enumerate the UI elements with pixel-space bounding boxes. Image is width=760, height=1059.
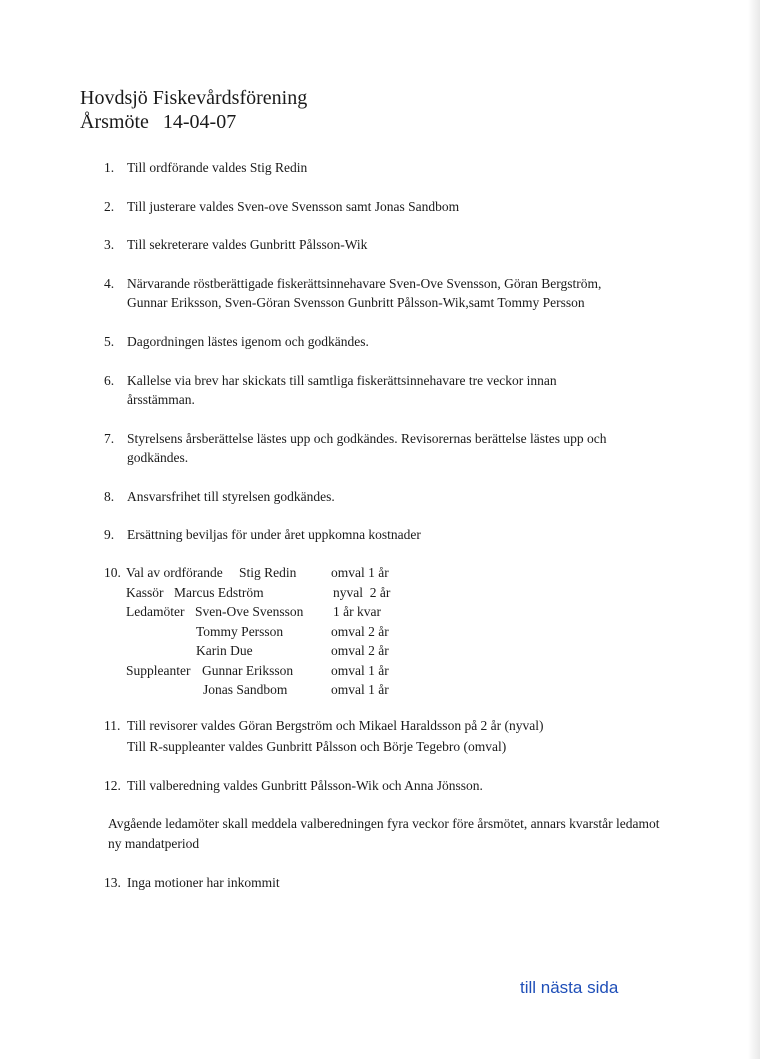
item-text: Dagordningen lästes igenom och godkändes.: [127, 334, 369, 349]
election-name: Tommy Persson: [196, 623, 284, 639]
election-status: omval 1 år: [331, 682, 389, 697]
item-number: 13.: [104, 875, 121, 890]
agenda-item-4-continued: Gunnar Eriksson, Sven-Göran Svensson Gunbritt Pålsson-Wik,samt Tommy Persson: [127, 295, 585, 310]
agenda-item-8: [104, 487, 335, 506]
item-text: Till valberedning valdes Gunbritt Pålsson-Wik och Anna Jönsson.: [127, 778, 483, 793]
agenda-item-5: [104, 332, 369, 351]
agenda-item-11-continued: Till R-suppleanter valdes Gunbritt Pålsson och Börje Tegebro (omval): [127, 739, 507, 754]
election-role: Val av ordförande: [126, 565, 223, 580]
election-status: 1 år kvar: [333, 604, 381, 619]
election-name: Marcus Edström: [174, 584, 264, 600]
item-text: Ansvarsfrihet till styrelsen godkändes.: [127, 489, 335, 504]
item-text: Till sekreterare valdes Gunbritt Pålsson-Wik: [127, 237, 368, 252]
document-header: [80, 86, 307, 134]
item-number: 1.: [104, 160, 115, 175]
election-role: Kassör: [126, 584, 164, 600]
next-page-link[interactable]: till nästa sida: [520, 978, 619, 997]
election-role: Ledamöter: [126, 604, 185, 619]
election-status: omval 2 år: [331, 623, 389, 639]
resignation-note: Avgående ledamöter skall meddela valberedningen fyra veckor före årsmötet, annars kvarstår ledamot ny mandatperiod: [108, 816, 660, 851]
item-number: 3.: [104, 237, 115, 252]
agenda-item-13: [104, 873, 280, 892]
election-name: Jonas Sandbom: [203, 682, 288, 697]
item-number: 2.: [104, 199, 115, 214]
election-name: Gunnar Eriksson: [202, 662, 294, 678]
item-text: Till revisorer valdes Göran Bergström och Mikael Haraldsson på 2 år (nyval): [127, 718, 544, 733]
agenda-item-3: [104, 235, 367, 254]
page-edge-shadow: [748, 0, 760, 1059]
item-number: 11.: [104, 718, 121, 733]
item-text: Till justerare valdes Sven-ove Svensson samt Jonas Sandbom: [127, 199, 460, 214]
item-number: 9.: [104, 527, 115, 542]
election-status: omval 2 år: [331, 643, 389, 658]
election-status: omval 1 år: [331, 662, 389, 678]
item-number: 7.: [104, 431, 115, 446]
item-text: Närvarande röstberättigade fiskerättsinnehavare Sven-Ove Svensson, Göran Bergström,: [127, 276, 602, 291]
election-name: Stig Redin: [239, 565, 297, 580]
item-number: 5.: [104, 334, 115, 349]
item-number: 10.: [104, 565, 121, 580]
item-text: Till ordförande valdes Stig Redin: [127, 160, 308, 175]
election-role: Suppleanter: [126, 662, 191, 678]
agenda-item-9: [104, 525, 421, 544]
election-name: Sven-Ove Svensson: [195, 604, 304, 619]
agenda-item-6-continued: årsstämman.: [127, 392, 195, 407]
agenda-item-4: [104, 274, 601, 293]
election-status: nyval 2 år: [333, 584, 391, 600]
agenda-item-7-continued: godkändes.: [127, 450, 189, 465]
agenda-item-2: [104, 197, 459, 216]
election-status: omval 1 år: [331, 565, 389, 580]
item-text: Styrelsens årsberättelse lästes upp och godkändes. Revisorernas berättelse lästes upp och: [127, 431, 607, 446]
item-text: Ersättning beviljas för under året uppkomna kostnader: [127, 527, 421, 542]
meeting-date: 14-04-07: [162, 111, 237, 133]
item-text: Inga motioner har inkommit: [127, 875, 280, 890]
agenda-item-7: [104, 429, 607, 448]
item-number: 4.: [104, 276, 115, 291]
item-number: 12.: [104, 778, 121, 793]
agenda-item-12: [104, 776, 483, 795]
meeting-title: Årsmöte: [80, 111, 149, 133]
election-name: Karin Due: [196, 643, 253, 658]
item-number: 8.: [104, 489, 115, 504]
meeting-line: [80, 110, 307, 134]
agenda-item-1: [104, 158, 307, 177]
org-name: Hovdsjö Fiskevårdsförening: [80, 87, 308, 109]
agenda-item-11: [104, 716, 544, 735]
item-number: 6.: [104, 373, 115, 388]
agenda-item-6: [104, 371, 557, 390]
item-text: Kallelse via brev har skickats till samtliga fiskerättsinnehavare tre veckor innan: [127, 373, 557, 388]
